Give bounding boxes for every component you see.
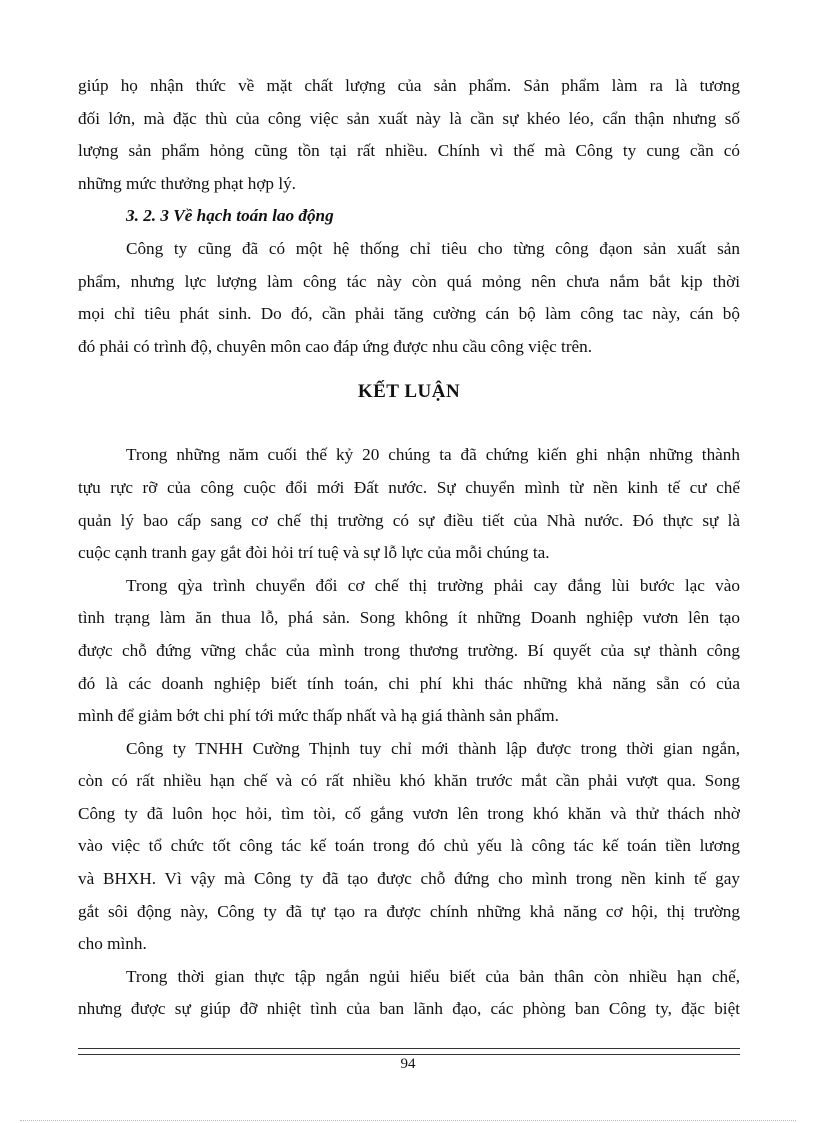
text-line: cuộc cạnh tranh gay gắt đòi hỏi trí tuệ và sự lỗ lực của mỗi chúng ta. [78,543,550,563]
text-line: mọi chỉ tiêu phát sinh. Do đó, cần phải tăng cường cán bộ làm công tac này, cán bộ [78,304,740,324]
conclusion-paragraph-3 [78,733,740,961]
text-line: lượng sản phẩm hỏng cũng tồn tại rất nhiều. Chính vì thế mà Công ty cung cần có [78,141,740,161]
text-line: mình để giảm bớt chi phí tới mức thấp nhất và hạ giá thành sản phẩm. [78,706,559,726]
page-number: 94 [400,1056,416,1072]
text-line: giúp họ nhận thức về mặt chất lượng của sản phẩm. Sản phẩm làm ra là tương [78,76,740,95]
section-subheading: 3. 2. 3 Về hạch toán lao động [126,206,334,226]
conclusion-paragraph-1 [78,439,740,569]
text-line: Công ty TNHH Cường Thịnh tuy chỉ mới thành lập được trong thời gian ngắn, [126,738,740,758]
text-line: đó là các doanh nghiệp biết tính toán, chi phí khi thác những khả năng sẵn có của [78,673,740,693]
text-line: gắt sôi động này, Công ty đã tự tạo ra được chính những khả năng cơ hội, thị trường [78,901,740,921]
text-line: Công ty đã luôn học hỏi, tìm tòi, cố gắng vươn lên trong khó khăn và thử thách nhờ [78,803,740,823]
text-line: đó phải có trình độ, chuyên môn cao đáp ứng được nhu cầu công việc trên. [78,336,593,356]
text-line: đối lớn, mà đặc thù của công việc sản xuất này là cần sự khéo léo, cẩn thận nhưng số [78,108,740,128]
page-edge-divider [20,1120,796,1122]
conclusion-paragraph-2 [78,570,740,733]
text-line: Trong thời gian thực tập ngắn ngủi hiểu biết của bản thân còn nhiều hạn chế, [126,966,740,986]
text-line: Trong qỳa trình chuyển đổi cơ chế thị trường phải cay đắng lùi bước lạc vào [126,575,740,595]
conclusion-paragraph-4 [78,961,740,1026]
text-line: vào việc tổ chức tốt công tác kế toán trong đó chủ yếu là công tác kế toán tiền lương [78,836,740,856]
text-line: tình trạng làm ăn thua lỗ, phá sản. Song không ít những Doanh nghiệp vươn lên tạo [78,608,740,628]
text-line: tựu rực rỡ của công cuộc đổi mới Đất nước. Sự chuyển mình từ nền kinh tế cư chế [78,477,740,497]
text-line: những mức thưởng phạt hợp lý. [78,173,296,193]
text-line: cho mình. [78,934,147,954]
text-line: nhưng được sự giúp đỡ nhiệt tình của ban lãnh đạo, các phòng ban Công ty, đặc biệt [78,999,740,1019]
text-line: còn có rất nhiều hạn chế và có rất nhiều khó khăn trước mắt cần phải vượt qua. Song [78,771,740,791]
text-line: được chỗ đứng vững chắc của mình trong thương trường. Bí quyết của sự thành công [78,640,740,660]
text-line: Trong những năm cuối thế kỷ 20 chúng ta đã chứng kiến ghi nhận những thành [126,445,740,465]
page-content [78,70,740,1026]
paragraph-intro [78,70,740,200]
text-line: Công ty cũng đã có một hệ thống chỉ tiêu cho từng công đạon sản xuất sản [126,238,740,258]
text-line: và BHXH. Vì vậy mà Công ty đã tạo được chỗ đứng cho mình trong nền kinh tế gay [78,869,740,889]
conclusion-title: KẾT LUẬN [357,381,461,403]
footer-divider [78,1048,740,1055]
paragraph-accounting [78,233,740,363]
text-line: quản lý bao cấp sang cơ chế thị trường có sự điều tiết của Nhà nước. Đó thực sự là [78,510,740,530]
text-line: phẩm, nhưng lực lượng làm công tác này còn quá mỏng nên chưa nắm bắt kịp thời [78,271,740,291]
